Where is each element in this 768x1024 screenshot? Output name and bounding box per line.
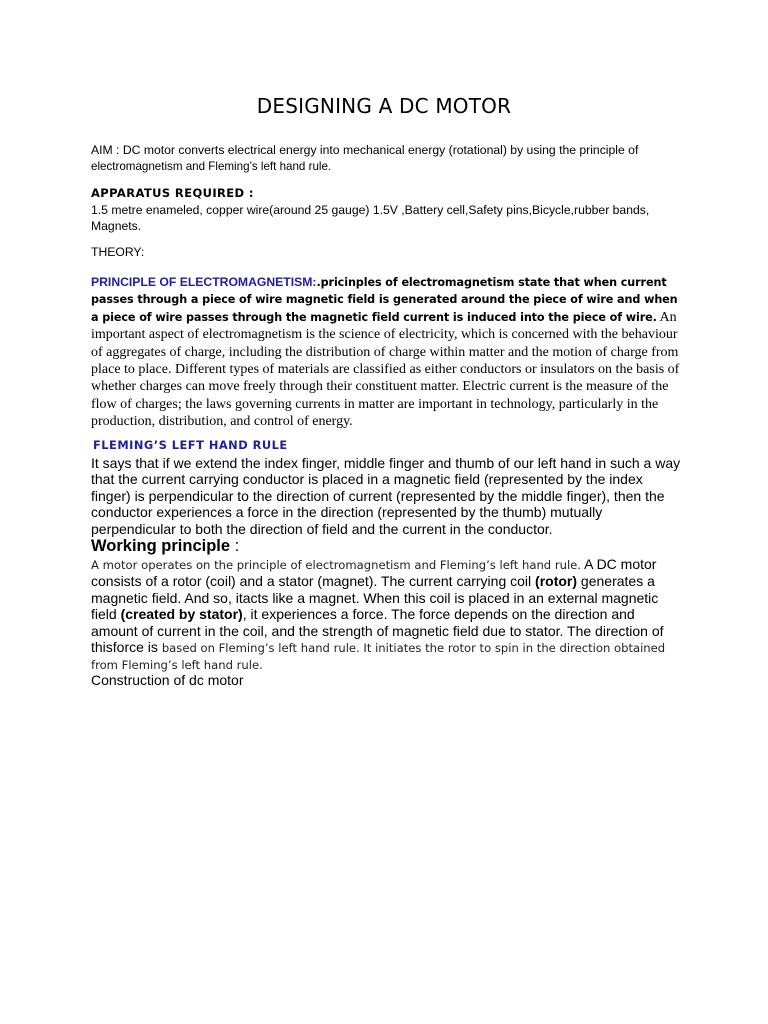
aim-paragraph xyxy=(91,142,681,175)
working-sentence-5: based on Fleming’s left hand rule. It initiates the rotor to spin in the direction obtained from Fleming’s left hand rule. xyxy=(91,641,666,673)
principle-paragraph xyxy=(91,274,681,431)
working-principle-colon: : xyxy=(230,537,240,555)
working-sentence-1: A motor operates on the principle of electromagnetism and Fleming’s left hand rule. xyxy=(91,558,581,572)
principle-heading: PRINCIPLE OF ELECTROMAGNETISM: xyxy=(91,275,317,289)
working-principle-heading xyxy=(91,537,681,556)
stator-bold: (created by stator) xyxy=(120,606,243,623)
apparatus-heading: APPARATUS REQUIRED : xyxy=(91,186,254,200)
fleming-heading: FLEMING’S LEFT HAND RULE xyxy=(93,438,288,452)
working-sentence-2: A DC motor consists of a rotor (coil) and a stator (magnet). The current carrying coil xyxy=(91,556,657,590)
construction-heading: Construction of dc motor xyxy=(91,672,244,688)
theory-label: THEORY: xyxy=(91,245,145,259)
aim-text-part2: electromagnetism and Fleming’s left hand rule. xyxy=(91,160,332,173)
apparatus-body: 1.5 metre enameled, copper wire(around 25 gauge) 1.5V ,Battery cell,Safety pins,Bicycle,rubber bands, Magnets. xyxy=(91,203,650,233)
principle-body-text: An important aspect of electromagnetism is the science of electricity, which is concerned with the behaviour of aggregates of charge, including the distribution of charge within matter and the motion of charge from place to place. Different types of materials are classified as either conductors or insulators on the basis of whether charges can move freely through their constituent matter. Electric current is the measure of the flow of charges; the laws governing currents in matter are important in technology, particularly in the production, distribution, and control of energy. xyxy=(91,309,680,430)
document-title: DESIGNING A DC MOTOR xyxy=(256,94,512,118)
working-sentence-4: , it experiences a force. The force depends on the direction and amount of current in the coil, and the strength of magnetic field due to stator. The direction of thisforce is xyxy=(91,606,664,656)
working-principle-body xyxy=(91,556,681,674)
rotor-bold: (rotor) xyxy=(535,573,578,590)
working-sentence-3: generates a magnetic field. And so, itacts like a magnet. When this coil is placed in an external magnetic field xyxy=(91,573,659,623)
principle-lead-text: .pricinples of electromagnetism state that when current passes through a piece of wire magnetic field is generated around the piece of wire and when a piece of wire passes through the magnetic field current is induced into the piece of wire. xyxy=(91,276,678,324)
fleming-body: It says that if we extend the index finger, middle finger and thumb of our left hand in such a way that the current carrying conductor is placed in a magnetic field (represented by the index finger) is perpendicular to the direction of current (represented by the middle finger), then the conductor experiences a force in the direction (represented by the thumb) mutually perpendicular to both the direction of field and the current in the conductor. xyxy=(91,455,681,537)
working-principle-title: Working principle xyxy=(91,537,231,555)
aim-text-part1: AIM : DC motor converts electrical energy into mechanical energy (rotational) by using the principle of xyxy=(91,143,639,157)
